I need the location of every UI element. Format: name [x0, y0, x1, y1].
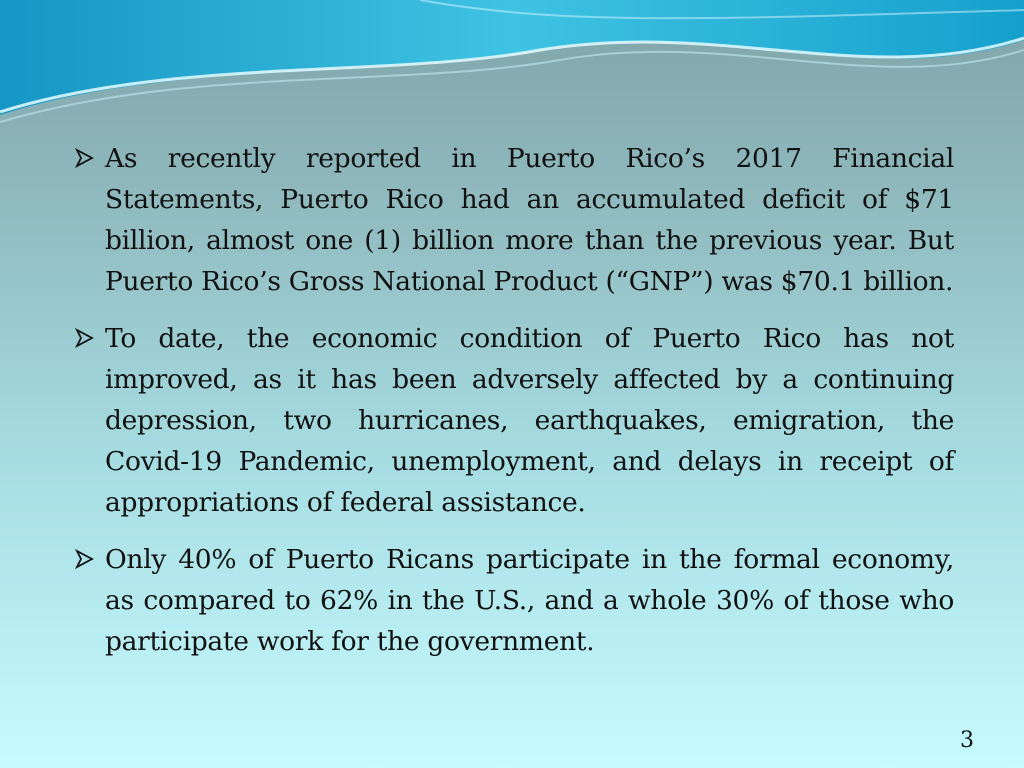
bullet-item	[74, 138, 954, 302]
arrow-bullet-icon	[74, 147, 96, 169]
decorative-wave-header	[0, 0, 1024, 130]
bullet-text: As recently reported in Puerto Rico’s 2017 Financial Statements, Puerto Rico had an accumulated deficit of $71 billion, almost one (1) billion more than the previous year. But Puerto Rico’s Gross National Product (“GNP”) was $70.1 billion.	[105, 143, 954, 297]
page-number: 3	[960, 728, 974, 753]
arrow-bullet-icon	[74, 327, 96, 349]
bullet-text: Only 40% of Puerto Ricans participate in the formal economy, as compared to 62% in the U.S., and a whole 30% of those who participate work for the government.	[105, 544, 954, 657]
bullet-item	[74, 539, 954, 662]
arrow-bullet-icon	[74, 548, 96, 570]
bullet-text: To date, the economic condition of Puerto Rico has not improved, as it has been adversely affected by a continuing depression, two hurricanes, earthquakes, emigration, the Covid-19 Pandemic, unemployment, and delays in receipt of appropriations of federal assistance.	[105, 323, 954, 518]
bullet-item	[74, 318, 954, 523]
bullet-list	[74, 138, 954, 678]
